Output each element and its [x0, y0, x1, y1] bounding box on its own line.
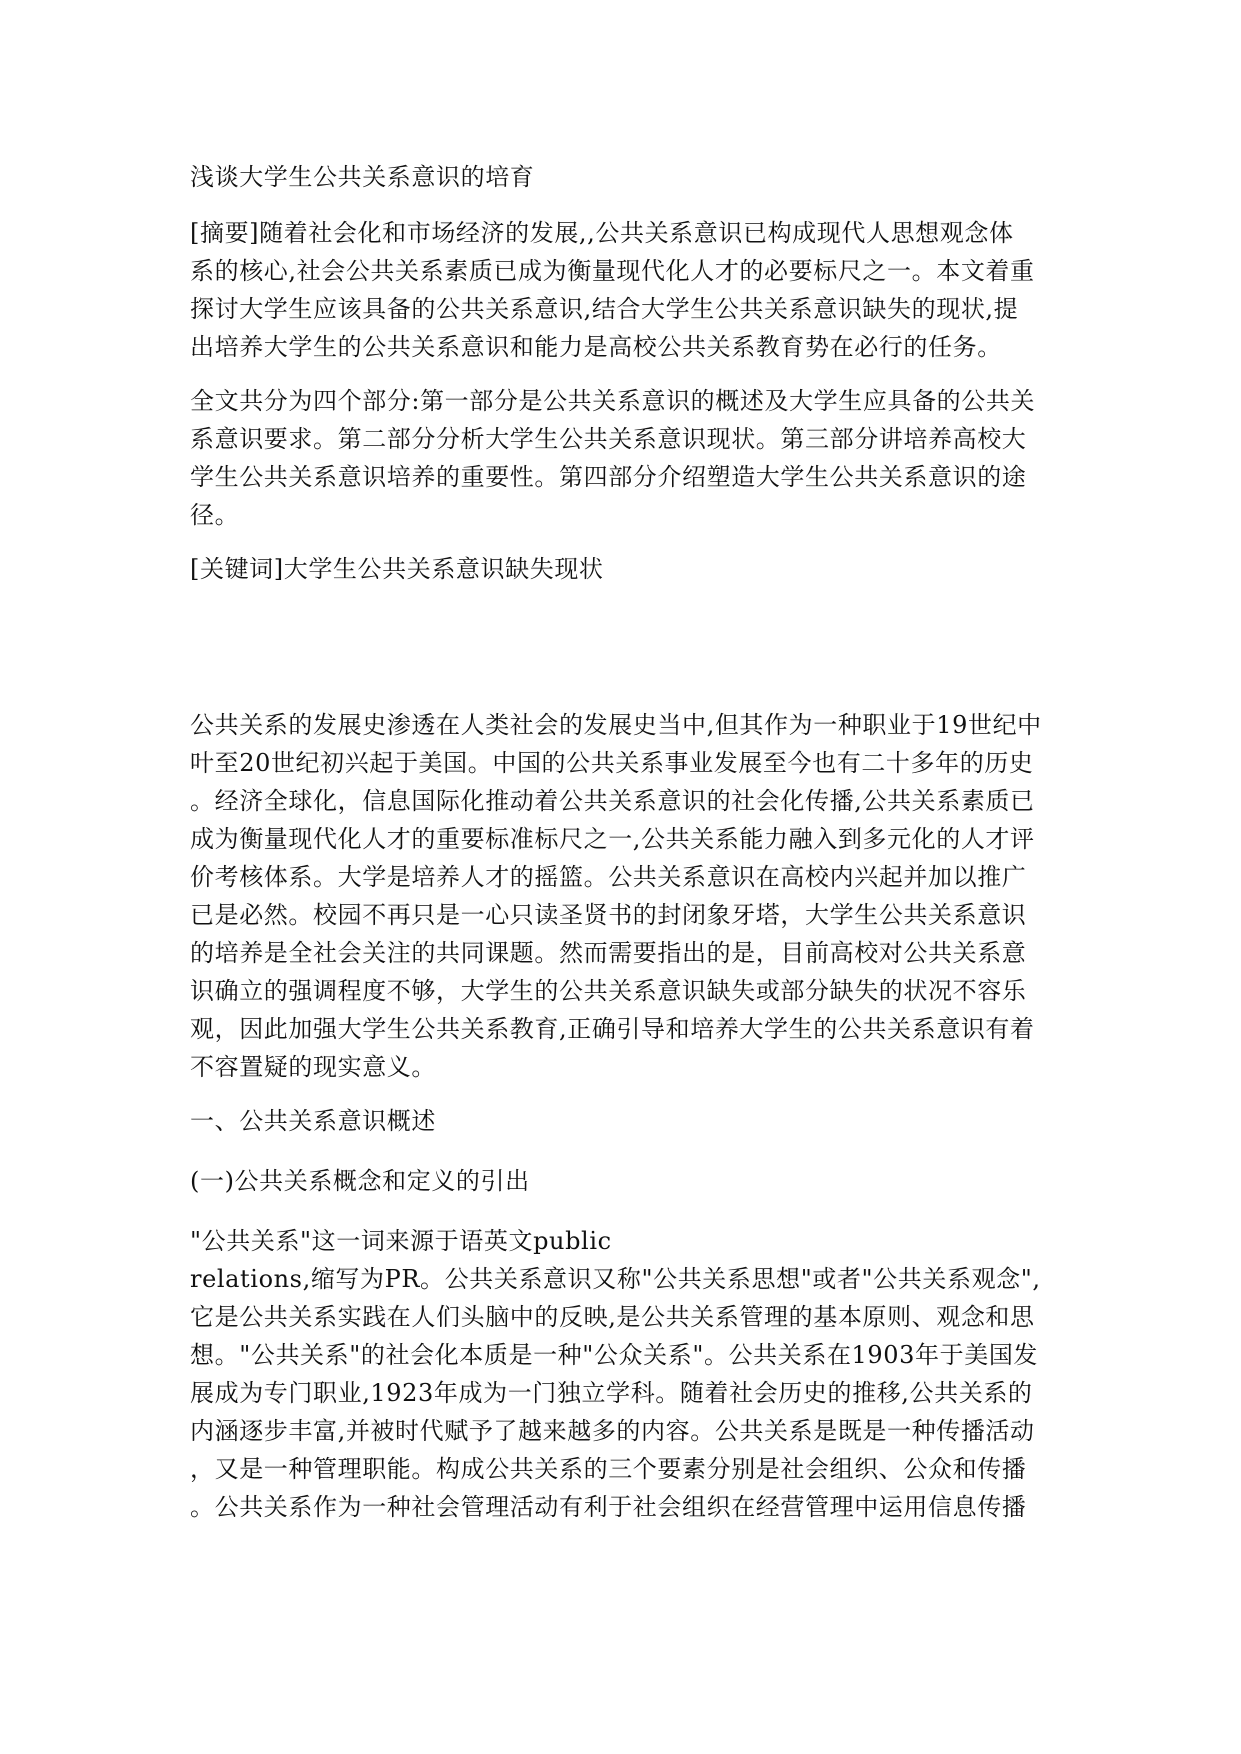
- definition-line: "公共关系"这一词来源于语英文public: [190, 1227, 612, 1255]
- intro-line: 叶至20世纪初兴起于美国。中国的公共关系事业发展至今也有二十多年的历史: [190, 749, 1034, 777]
- definition-line: 想。"公共关系"的社会化本质是一种"公众关系"。公共关系在1903年于美国发: [190, 1341, 1039, 1369]
- definition-line: 展成为专门职业,1923年成为一门独立学科。随着社会历史的推移,公共关系的: [190, 1379, 1033, 1407]
- structure-line: 系意识要求。第二部分分析大学生公共关系意识现状。第三部分讲培养高校大: [190, 425, 1027, 453]
- definition-line: 。公共关系作为一种社会管理活动有利于社会组织在经营管理中运用信息传播: [190, 1493, 1027, 1521]
- definition-line: 它是公共关系实践在人们头脑中的反映,是公共关系管理的基本原则、观念和思: [190, 1303, 1035, 1331]
- intro-line: 观，因此加强大学生公共关系教育,正确引导和培养大学生的公共关系意识有着: [190, 1015, 1035, 1043]
- intro-line: 已是必然。校园不再只是一心只读圣贤书的封闭象牙塔，大学生公共关系意识: [190, 901, 1027, 929]
- intro-line: 的培养是全社会关注的共同课题。然而需要指出的是，目前高校对公共关系意: [190, 939, 1027, 967]
- intro-line: 。经济全球化，信息国际化推动着公共关系意识的社会化传播,公共关系素质已: [190, 787, 1035, 815]
- section-heading: 一、公共关系意识概述: [190, 1107, 436, 1135]
- abstract-line: 探讨大学生应该具备的公共关系意识,结合大学生公共关系意识缺失的现状,提: [190, 295, 1019, 323]
- intro-paragraph: [190, 706, 1060, 1086]
- structure-line: 学生公共关系意识培养的重要性。第四部分介绍塑造大学生公共关系意识的途: [190, 463, 1027, 491]
- abstract-paragraph: [190, 214, 1060, 366]
- intro-line: 不容置疑的现实意义。: [190, 1053, 436, 1081]
- structure-line: 径。: [190, 501, 240, 529]
- keywords-line: [关键词]大学生公共关系意识缺失现状: [190, 555, 604, 583]
- document-title: 浅谈大学生公共关系意识的培育: [190, 163, 535, 191]
- intro-line: 识确立的强调程度不够，大学生的公共关系意识缺失或部分缺失的状况不容乐: [190, 977, 1027, 1005]
- document-body: [190, 158, 1060, 1542]
- intro-line: 价考核体系。大学是培养人才的摇篮。公共关系意识在高校内兴起并加以推广: [190, 863, 1027, 891]
- abstract-line: 出培养大学生的公共关系意识和能力是高校公共关系教育势在必行的任务。: [190, 333, 1002, 361]
- definition-line: 内涵逐步丰富,并被时代赋予了越来越多的内容。公共关系是既是一种传播活动: [190, 1417, 1035, 1445]
- intro-line: 公共关系的发展史渗透在人类社会的发展史当中,但其作为一种职业于19世纪中: [190, 711, 1042, 739]
- definition-line: ，又是一种管理职能。构成公共关系的三个要素分别是社会组织、公众和传播: [190, 1455, 1027, 1483]
- definition-paragraph: [190, 1222, 1060, 1526]
- abstract-line: [摘要]随着社会化和市场经济的发展,,公共关系意识已构成现代人思想观念体: [190, 219, 1014, 247]
- structure-line: 全文共分为四个部分:第一部分是公共关系意识的概述及大学生应具备的公共关: [190, 387, 1036, 415]
- subsection-heading: (一)公共关系概念和定义的引出: [190, 1167, 530, 1195]
- structure-paragraph: [190, 382, 1060, 534]
- abstract-line: 系的核心,社会公共关系素质已成为衡量现代化人才的必要标尺之一。本文着重: [190, 257, 1035, 285]
- intro-line: 成为衡量现代化人才的重要标准标尺之一,公共关系能力融入到多元化的人才评: [190, 825, 1035, 853]
- definition-line: relations,缩写为PR。公共关系意识又称"公共关系思想"或者"公共关系观念",: [190, 1265, 1041, 1293]
